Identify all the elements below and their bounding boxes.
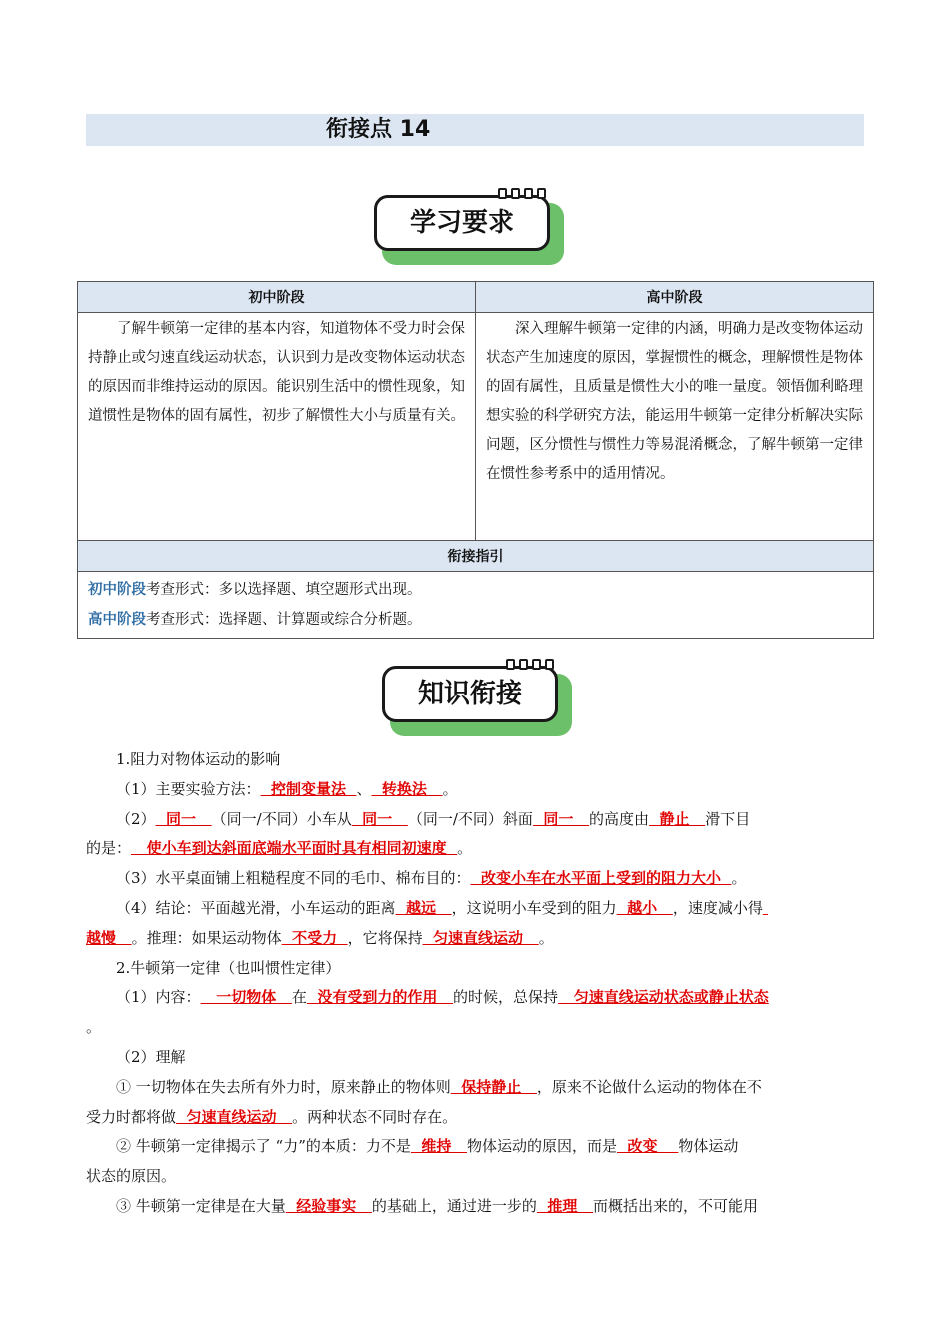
line-8: 。 bbox=[86, 1018, 102, 1037]
junior-requirements: 了解牛顿第一定律的基本内容，知道物体不受力时会保持静止或匀速直线运动状态，认识到力是改变物体运动状态的原因而非维持运动的原因。能识别生活中的惯性现象，知道惯性是物体的固有属性，初步了解惯性大小与质量有关。 bbox=[78, 313, 476, 541]
badge-label: 知识衔接 bbox=[382, 666, 558, 722]
answer-blank: 控制变量法 bbox=[260, 779, 357, 798]
junior-stage-header: 初中阶段 bbox=[78, 282, 476, 313]
badge-label: 学习要求 bbox=[374, 195, 550, 251]
answer-blank: 同一 bbox=[532, 809, 590, 828]
requirements-table bbox=[77, 281, 874, 639]
senior-requirements: 深入理解牛顿第一定律的内涵，明确力是改变物体运动状态产生加速度的原因，掌握惯性的概念，理解惯性是物体的固有属性，且质量是惯性大小的唯一量度。领悟伽利略理想实验的科学研究方法，能运用牛顿第一定律分析解决实际问题，区分惯性与惯性力等易混淆概念，了解牛顿第一定律在惯性参考系中的适用情况。 bbox=[476, 313, 874, 541]
answer-blank bbox=[763, 899, 768, 917]
answer-blank: 越远 bbox=[395, 898, 452, 917]
answer-blank: 同一 bbox=[351, 809, 408, 828]
guide-content bbox=[78, 572, 874, 639]
answer-blank: 越小 bbox=[616, 898, 673, 917]
guide-junior-text: 考查形式：多以选择题、填空题形式出现。 bbox=[146, 582, 422, 598]
guide-header: 衔接指引 bbox=[78, 541, 874, 572]
guide-junior bbox=[88, 575, 863, 605]
answer-blank: 匀速直线运动 bbox=[176, 1107, 293, 1126]
line-9: （2）理解 bbox=[116, 1047, 186, 1066]
answer-blank: 改变 bbox=[617, 1137, 679, 1156]
answer-blank: 同一 bbox=[155, 809, 212, 828]
guide-senior-label: 高中阶段 bbox=[88, 611, 146, 628]
answer-blank: 越慢 bbox=[86, 928, 132, 947]
answer-blank: 推理 bbox=[536, 1196, 594, 1215]
guide-junior-label: 初中阶段 bbox=[88, 581, 146, 598]
line-6: 越慢 。推理：如果运动物体 不受力 ，它将保持 匀速直线运动 。 bbox=[86, 928, 554, 947]
answer-blank: 维持 bbox=[410, 1137, 467, 1156]
notebook-rings-icon bbox=[498, 188, 546, 200]
line-5: （4）结论：平面越光滑，小车运动的距离 越远 ，这说明小车受到的阻力 越小 ，速度减小得 bbox=[86, 894, 866, 924]
line-3: 的是： 使小车到达斜面底端水平面时具有相同初速度 。 bbox=[86, 839, 473, 858]
answer-blank: 一切物体 bbox=[200, 988, 292, 1007]
answer-blank: 保持静止 bbox=[450, 1077, 537, 1096]
answer-blank: 不受力 bbox=[281, 928, 348, 947]
line-12: ② 牛顿第一定律揭示了 “力”的本质：力不是 维持 物体运动的原因，而是 改变 物体运动 bbox=[116, 1137, 739, 1156]
line-13: 状态的原因。 bbox=[86, 1167, 177, 1186]
answer-blank: 匀速直线运动 bbox=[422, 928, 539, 947]
guide-senior bbox=[88, 605, 863, 635]
line-2: （2） 同一 （同一/不同）小车从 同一 （同一/不同）斜面 同一 的高度由 静止 滑下目 bbox=[116, 809, 751, 828]
line-10: ① 一切物体在失去所有外力时，原来静止的物体则 保持静止 ，原来不论做什么运动的物体在不 bbox=[116, 1077, 762, 1096]
title-band bbox=[86, 114, 864, 146]
answer-blank: 静止 bbox=[649, 809, 706, 828]
learning-requirements-badge bbox=[374, 195, 564, 267]
notebook-rings-icon bbox=[506, 659, 554, 671]
line-1: （1）主要实验方法： 控制变量法 、 转换法 。 bbox=[116, 779, 458, 798]
senior-stage-header: 高中阶段 bbox=[476, 282, 874, 313]
section-2-title: 2.牛顿第一定律（也叫惯性定律） bbox=[116, 958, 341, 977]
answer-blank: 转换法 bbox=[371, 779, 443, 798]
page-title: 衔接点 14 bbox=[326, 117, 431, 142]
guide-senior-text: 考查形式：选择题、计算题或综合分析题。 bbox=[146, 612, 422, 628]
line-4: （3）水平桌面铺上粗糙程度不同的毛巾、棉布目的： 改变小车在水平面上受到的阻力大小 。 bbox=[116, 869, 747, 888]
knowledge-content bbox=[86, 745, 866, 1222]
answer-blank: 经验事实 bbox=[285, 1196, 372, 1215]
line-11: 受力时都将做 匀速直线运动 。两种状态不同时存在。 bbox=[86, 1107, 458, 1126]
line-7: （1）内容： 一切物体 在 没有受到力的作用 的时候，总保持 匀速直线运动状态或静止状态 bbox=[116, 988, 769, 1007]
answer-blank: 没有受到力的作用 bbox=[306, 988, 454, 1007]
section-1-title: 1.阻力对物体运动的影响 bbox=[116, 750, 281, 768]
answer-blank: 改变小车在水平面上受到的阻力大小 bbox=[470, 869, 732, 888]
knowledge-link-badge bbox=[382, 666, 572, 738]
line-14: ③ 牛顿第一定律是在大量 经验事实 的基础上，通过进一步的 推理 而概括出来的，不可能用 bbox=[116, 1196, 759, 1215]
answer-blank: 匀速直线运动状态或静止状态 bbox=[558, 988, 769, 1007]
answer-blank: 使小车到达斜面底端水平面时具有相同初速度 bbox=[131, 839, 458, 858]
